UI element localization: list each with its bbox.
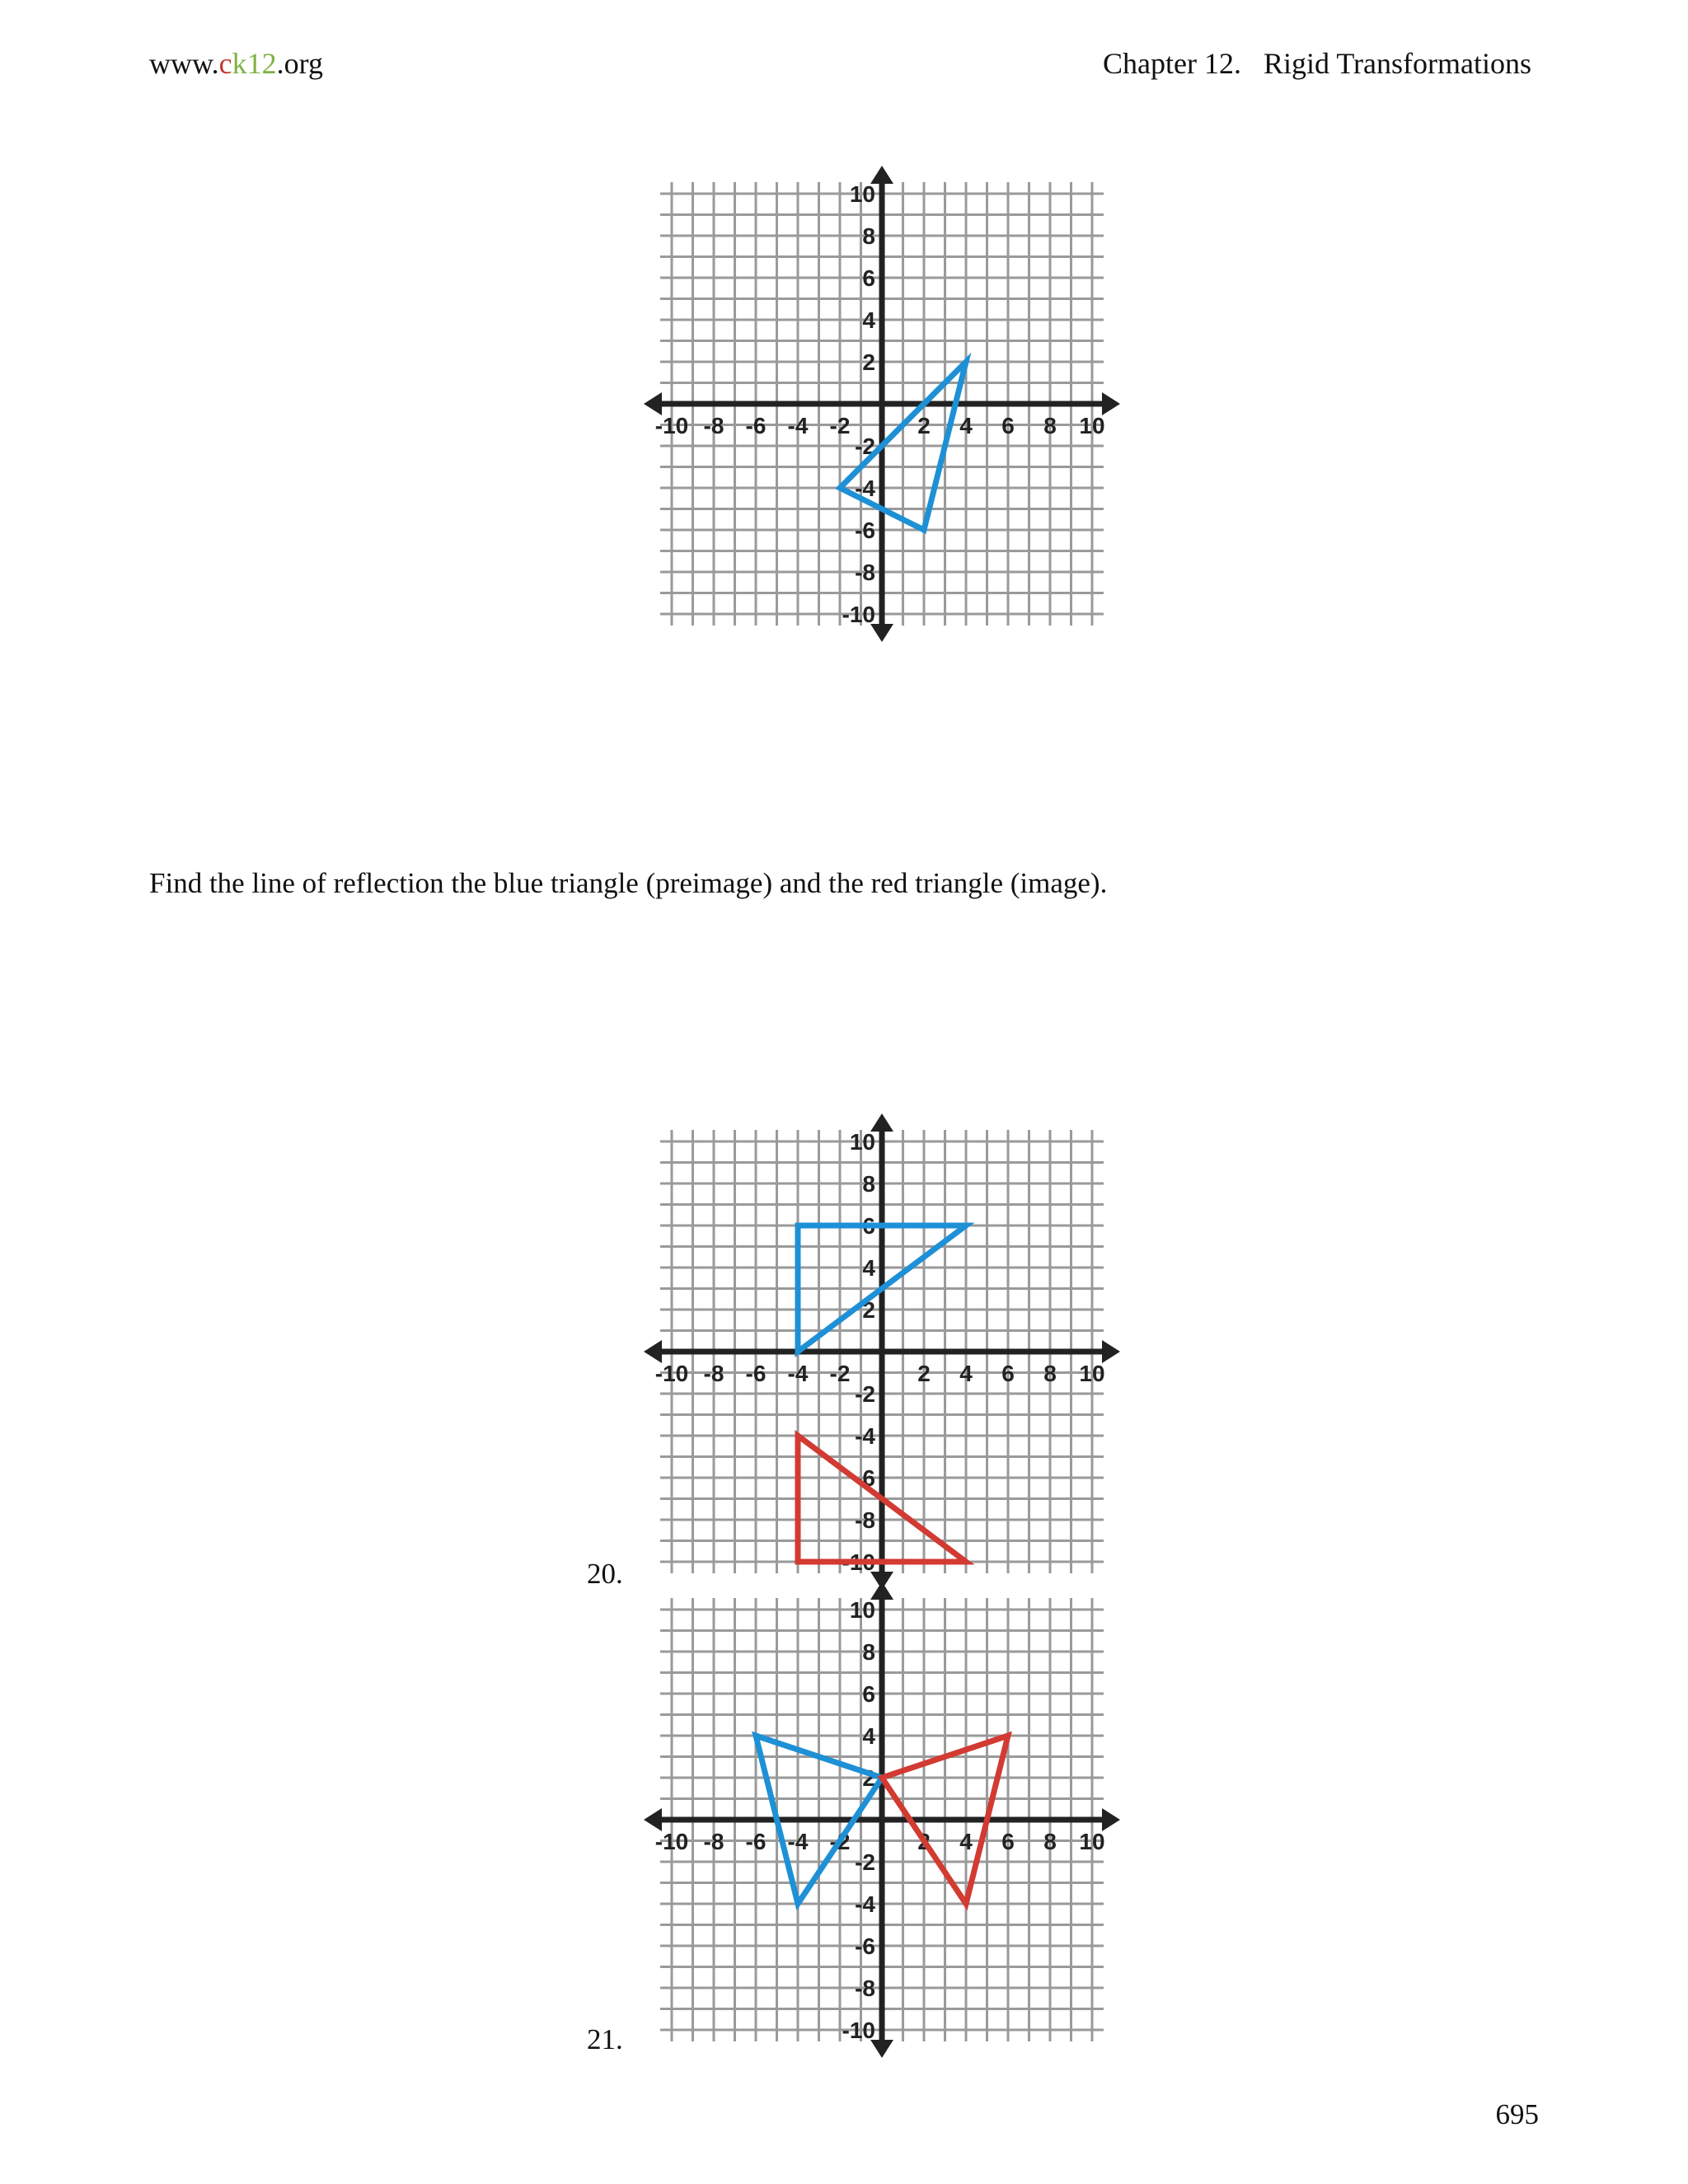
y-tick-label: 8 <box>862 223 875 249</box>
site-c: c <box>218 47 232 80</box>
y-tick-label: -6 <box>855 518 875 543</box>
x-tick-label: 4 <box>959 1361 973 1386</box>
x-tick-label: 2 <box>917 1829 931 1854</box>
x-tick-label: -8 <box>703 1829 724 1854</box>
x-tick-label: 10 <box>1079 1829 1105 1854</box>
axis-arrowhead <box>1102 392 1120 415</box>
x-tick-label: -10 <box>654 413 689 438</box>
y-tick-label: 10 <box>849 1597 875 1623</box>
y-tick-label: -4 <box>855 476 875 501</box>
x-tick-label: -2 <box>829 413 851 438</box>
y-tick-label: 6 <box>862 265 875 291</box>
site-12: 12 <box>246 47 277 80</box>
x-tick-label: -4 <box>787 1361 809 1386</box>
x-tick-label: -2 <box>829 1361 851 1386</box>
coordinate-graph-21 <box>635 1589 1129 2050</box>
problem-number-20: 20. <box>587 1558 623 1590</box>
y-tick-label: 4 <box>862 1255 875 1281</box>
x-tick-label: -10 <box>654 1829 689 1854</box>
x-tick-label: -8 <box>703 1361 724 1386</box>
x-tick-label: -4 <box>787 1829 809 1854</box>
page-number: 695 <box>1495 2098 1539 2130</box>
axis-arrowhead <box>644 1340 662 1363</box>
axis-arrowhead <box>1102 1808 1120 1831</box>
y-tick-label: -6 <box>855 1465 875 1491</box>
y-tick-label: 6 <box>862 1213 875 1239</box>
x-tick-label: 8 <box>1043 413 1057 438</box>
y-tick-label: -10 <box>842 2018 875 2043</box>
y-tick-label: -4 <box>855 1423 875 1449</box>
x-tick-label: 10 <box>1079 1361 1105 1386</box>
y-tick-label: -2 <box>855 1849 875 1875</box>
axis-arrowhead <box>644 392 662 415</box>
y-tick-label: -6 <box>855 1933 875 1959</box>
x-tick-label: -6 <box>745 1361 767 1386</box>
site-prefix: www. <box>149 47 219 80</box>
x-tick-label: 6 <box>1001 1361 1015 1386</box>
y-tick-label: -8 <box>855 560 875 585</box>
y-tick-label: 2 <box>862 349 875 375</box>
site-suffix: .org <box>276 47 323 80</box>
x-tick-label: -6 <box>745 1829 767 1854</box>
y-tick-label: 10 <box>849 181 875 207</box>
x-tick-label: 8 <box>1043 1829 1057 1854</box>
x-tick-label: -6 <box>745 413 767 438</box>
y-tick-label: -8 <box>855 1975 875 2001</box>
x-tick-label: -2 <box>829 1829 851 1854</box>
x-tick-label: 4 <box>959 1829 973 1854</box>
y-tick-label: -4 <box>855 1891 875 1917</box>
y-tick-label: -2 <box>855 1381 875 1407</box>
x-tick-label: -10 <box>654 1361 689 1386</box>
x-tick-label: 2 <box>917 1361 931 1386</box>
y-tick-label: -10 <box>842 602 875 627</box>
axis-arrowhead <box>644 1808 662 1831</box>
x-tick-label: 4 <box>959 413 973 438</box>
y-tick-label: 8 <box>862 1171 875 1197</box>
y-tick-label: -10 <box>842 1549 875 1575</box>
y-tick-label: -2 <box>855 434 875 459</box>
x-tick-label: -8 <box>703 413 724 438</box>
y-tick-label: 4 <box>862 1723 875 1749</box>
x-tick-label: -4 <box>787 413 809 438</box>
x-tick-label: 2 <box>917 413 931 438</box>
y-tick-label: 4 <box>862 307 875 333</box>
y-tick-label: 2 <box>862 1297 875 1323</box>
coordinate-graph-1 <box>635 173 1129 635</box>
problem-number-21: 21. <box>587 2023 623 2055</box>
y-tick-label: -8 <box>855 1507 875 1533</box>
chapter-title: Chapter 12. Rigid Transformations <box>1103 47 1531 80</box>
y-tick-label: 6 <box>862 1681 875 1707</box>
site-url[interactable] <box>149 46 323 81</box>
x-tick-label: 10 <box>1079 413 1105 438</box>
x-tick-label: 6 <box>1001 1829 1015 1854</box>
instruction-text: Find the line of reflection the blue triangle (preimage) and the red triangle (image). <box>149 867 1108 899</box>
y-tick-label: 2 <box>862 1765 875 1791</box>
y-tick-label: 8 <box>862 1639 875 1665</box>
x-tick-label: 8 <box>1043 1361 1057 1386</box>
axis-arrowhead <box>1102 1340 1120 1363</box>
site-k: k <box>232 47 247 80</box>
coordinate-graph-20 <box>635 1121 1129 1582</box>
x-tick-label: 6 <box>1001 413 1015 438</box>
y-tick-label: 10 <box>849 1129 875 1155</box>
